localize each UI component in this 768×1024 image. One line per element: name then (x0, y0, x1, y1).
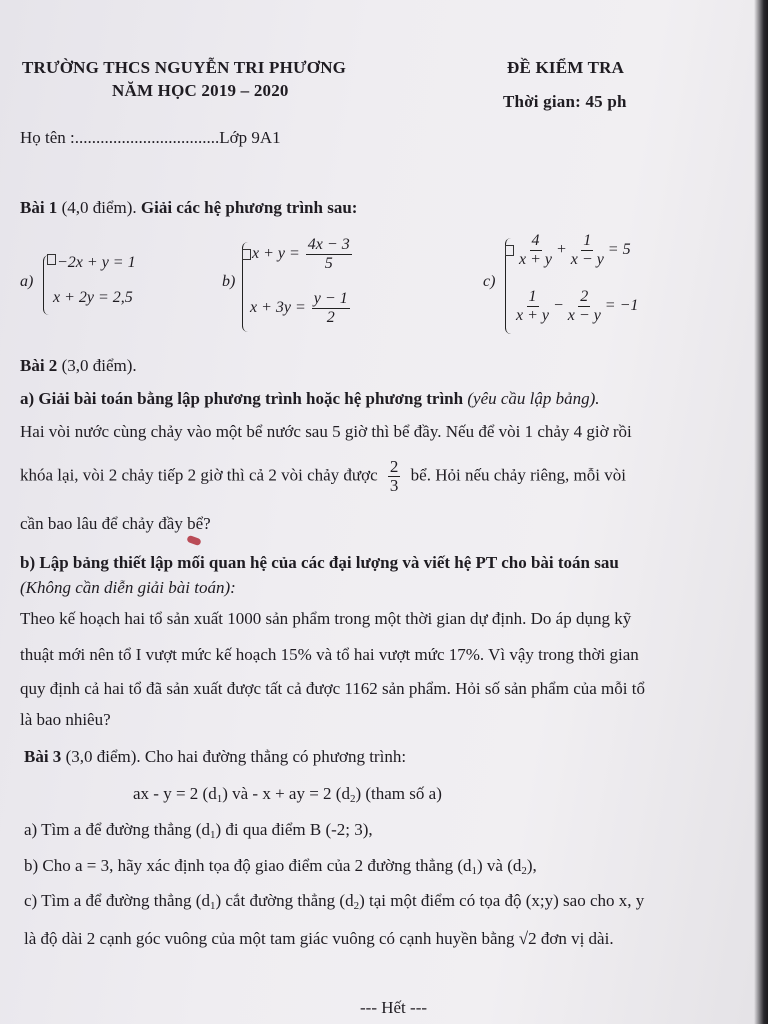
bai1-b-eq1: x + y = $\frac{4x - 3}{5}$ (242, 236, 354, 273)
bai1-heading: Bài 1 (4,0 điểm). Giải các hệ phương trình sau: (20, 198, 358, 217)
bai2-b-subheading: (Không cần diễn giải bài toán): (20, 578, 236, 597)
bai1-b-label: b) (222, 273, 236, 290)
bai1-a-eq2: x + 2y = 2,5 (53, 289, 133, 306)
footer-end-mark: --- Hết --- (360, 998, 428, 1017)
pen-mark (186, 535, 202, 546)
bai3-equations: ax - y = 2 $(d_1)$ và - x + ay = 2 $(d_2)$ (tham số a) (133, 784, 442, 805)
exam-title: ĐỀ KIỂM TRA (507, 58, 625, 77)
school-name: TRƯỜNG THCS NGUYỄN TRI PHƯƠNG (22, 58, 347, 77)
bai2-a-heading: a) Giải bài toán bằng lập phương trình hoặc hệ phương trình (yêu cầu lập bảng). (20, 389, 600, 408)
page-edge-shadow (754, 0, 768, 1024)
bai2-b-line1: Theo kế hoạch hai tổ sản xuất 1000 sản phẩm trong một thời gian dự định. Do áp dụng kỹ (20, 609, 632, 628)
bai1-a-eq1: −2x + y = 1 (47, 254, 136, 272)
exam-time: Thời gian: 45 ph (503, 92, 627, 111)
bai3-a: a) Tìm a để đường thẳng $(d_1)$ đi qua điểm B (-2; 3), (24, 820, 373, 841)
bai2-a-line3: cần bao lâu để chảy đầy bể? (20, 514, 211, 533)
bai2-b-line3: quy định cả hai tổ đã sản xuất được tất cả được 1162 sản phẩm. Hỏi số sản phẩm của mỗi tổ (20, 679, 645, 698)
bai2-b-line2: thuật mới nên tổ I vượt mức kế hoạch 15% và tổ hai vượt mức 17%. Vì vậy trong thời gian (20, 645, 639, 664)
student-name-line: Họ tên :..................................Lớp 9A1 (20, 128, 281, 147)
bai2-b-line4: là bao nhiêu? (20, 710, 111, 729)
bai3-b: b) Cho a = 3, hãy xác định tọa độ giao điểm của 2 đường thẳng $(d_1)$ và $(d_2)$, (24, 856, 537, 877)
bai3-c-line2: là độ dài 2 cạnh góc vuông của một tam giác vuông có cạnh huyền bằng √2 đơn vị dài. (24, 929, 614, 948)
bai2-b-heading: b) Lập bảng thiết lập mối quan hệ của các đại lượng và viết hệ PT cho bài toán sau (20, 553, 619, 572)
bai2-a-line2: khóa lại, vòi 2 chảy tiếp 2 giờ thì cả 2 vòi chảy được $\frac{2}{3}$ bể. Hỏi nếu chảy riêng, mỗi vòi (20, 457, 626, 495)
bai1-c-eq1: $\frac{4}{x + y}$ + $\frac{1}{x - y}$ = 5 (505, 232, 631, 269)
bai2-a-line1: Hai vòi nước cùng chảy vào một bể nước sau 5 giờ thì bể đầy. Nếu để vòi 1 chảy 4 giờ rồi (20, 422, 632, 441)
bai1-c-label: c) (483, 273, 496, 290)
school-year: NĂM HỌC 2019 – 2020 (112, 81, 289, 100)
bai1-c-eq2: $\frac{1}{x + y}$ − $\frac{2}{x - y}$ = −1 (516, 288, 639, 324)
bai3-heading: Bài 3 (3,0 điểm). Cho hai đường thẳng có phương trình: (24, 747, 407, 766)
bai2-heading: Bài 2 (3,0 điểm). (20, 356, 137, 375)
bai1-a-label: a) (20, 273, 34, 290)
bai3-c: c) Tìm a để đường thẳng $(d_1)$ cắt đường thẳng $(d_2)$ tại một điểm có tọa độ (x;y) sao cho x, y (24, 891, 645, 912)
bai1-b-eq2: x + 3y = $\frac{y - 1}{2}$ (250, 290, 348, 326)
